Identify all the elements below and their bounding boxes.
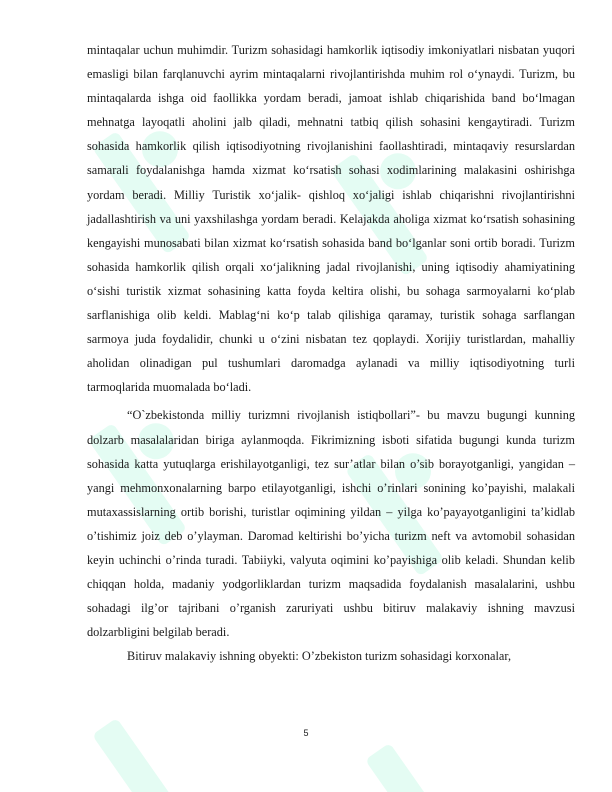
paragraph-1: mintaqalar uchun muhimdir. Turizm sohasidagi hamkorlik iqtisodiy imkoniyatlari nisbatan yuqori emasligi bilan farqlanuvchi ayrim mintaqalarni rivojlantirishda muhim rol o‘ynaydi. Turizm, bu mintaqalarda ishga oid faollikka yordam beradi, jamoat ishlab chiqarishida band bo‘lmagan mehnatga layoqatli aholini jalb qiladi, mehnatni tatbiq qilish sohasini kengaytiradi. Turizm sohasida hamkorlik qilish iqtisodiyotning rivojlanishini faollashtiradi, mintaqaviy resurslardan samarali foydalanishga hamda xizmat ko‘rsatish sohasi xodimlarining malakasini oshirishga yordam beradi. Milliy Turistik xo‘jalik- qishloq xo‘jaligi ishlab chiqarishni rivojlantirishni jadallashtirish va uni yaxshilashga yordam beradi. Kelajakda aholiga xizmat ko‘rsatish sohasining kengayishi munosabati bilan xizmat ko‘rsatish sohasida band bo‘lganlar soni ortib boradi. Turizm sohasida hamkorlik qilish orqali xo‘jalikning jadal rivojlanishi, uning iqtisodiy ahamiyatining o‘sishi turistik xizmat sohasining katta foyda keltira olishi, bu sohaga sarmoyalarni ko‘plab sarflanishiga olib keldi. Mablag‘ni ko‘p talab qilishiga qaramay, turistik sohaga sarflangan sarmoya juda foydalidir, chunki u o‘zini nisbatan tez qoplaydi. Xorijiy turistlardan, mahalliy aholidan olinadigan pul tushumlari daromadga aylanadi va milliy iqtisodiyotning turli tarmoqlarida muomalada bo‘ladi. <box>87 43 575 395</box>
page-number: 5 <box>303 728 309 738</box>
paragraph-3: Bitiruv malakaviy ishning obyekti: O’zbekiston turizm sohasidagi korxonalar, <box>127 649 512 664</box>
body-text <box>87 38 575 668</box>
paragraph-2: “O`zbekistonda milliy turizmni rivojlanish istiqbollari”- bu mavzu bugungi kunning dolzarb masalalaridan biriga aylanmoqda. Fikrimizning isboti sifatida bugungi kunda turizm sohasida katta yutuqlarga erishilayotganligi, tez sur’atlar bilan o’sib borayotganligi, yangidan – yangi mehmonxonalarning barpo etilayotganligi, ishchi o’rinlari sonining ko’payishi, malakali mutaxassislarning ortib borishi, turistlar oqimining yildan – yilga ko’payayotganligini ta’kidlab o’tishimiz joiz deb o’ylayman. Daromad keltirishi bo’yicha turizm neft va avtomobil sohasidan keyin uchinchi o’rinda turadi. Tabiiyki, valyuta oqimini ko’payishiga olib keladi. Shundan kelib chiqqan holda, madaniy yodgorliklardan turizm maqsadida foydalanish masalalarini, ushbu sohadagi ilg’or tajribani o’rganish zaruriyati ushbu bitiruv malakaviy ishning mavzusi dolzarbligini belgilab beradi. <box>87 408 575 640</box>
